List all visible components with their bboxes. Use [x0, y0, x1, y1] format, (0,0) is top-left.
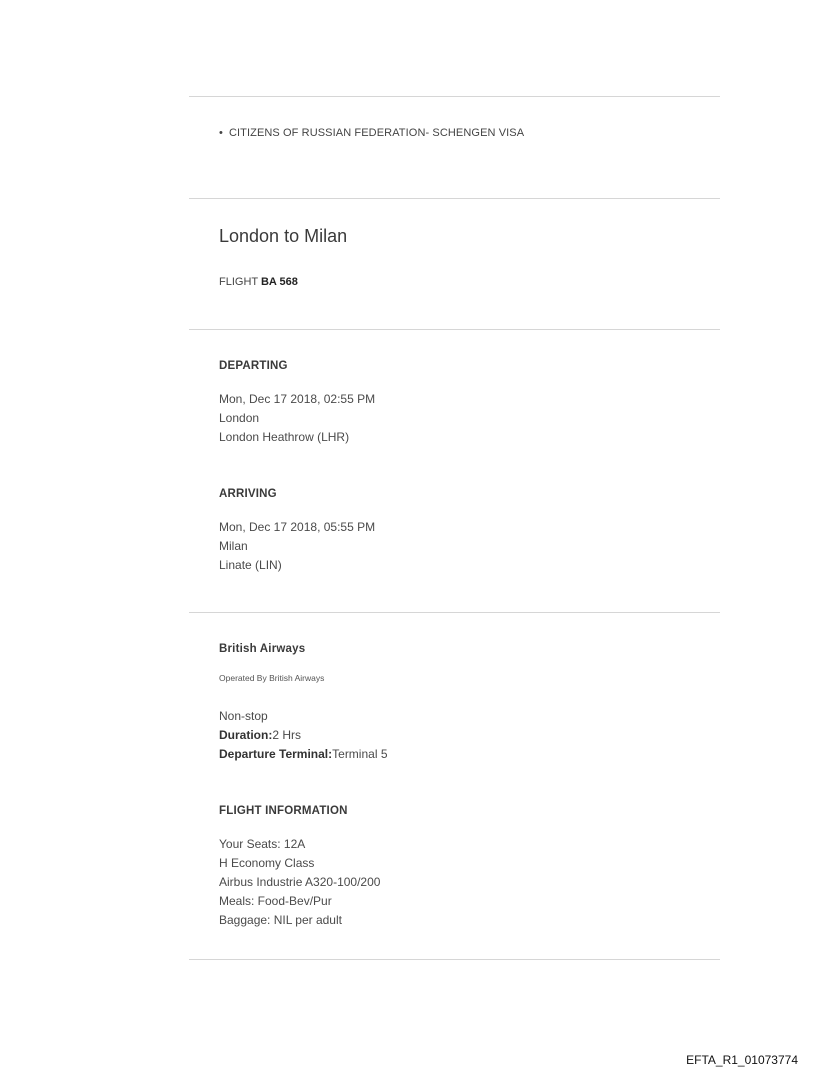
- stops: Non-stop: [219, 709, 268, 723]
- operated-by: Operated By British Airways: [219, 673, 325, 683]
- duration-label: Duration:: [219, 728, 273, 742]
- departing-datetime: Mon, Dec 17 2018, 02:55 PM: [219, 392, 376, 406]
- duration-line: [219, 726, 388, 745]
- flight-info-heading: FLIGHT INFORMATION: [219, 805, 348, 817]
- terminal-line: [219, 745, 388, 764]
- baggage: Baggage: NIL per adult: [219, 913, 342, 927]
- divider-bottom: [189, 959, 720, 960]
- arriving-heading: ARRIVING: [219, 488, 277, 500]
- flight-info-details: [219, 835, 380, 930]
- departing-airport: London Heathrow (LHR): [219, 430, 350, 444]
- arriving-datetime: Mon, Dec 17 2018, 05:55 PM: [219, 520, 376, 534]
- arriving-airport: Linate (LIN): [219, 558, 282, 572]
- carrier-name: British Airways: [219, 643, 306, 655]
- terminal-value: Terminal 5: [332, 747, 388, 761]
- bullet-icon: •: [219, 127, 223, 139]
- document-id: EFTA_R1_01073774: [686, 1053, 798, 1067]
- cabin-class: H Economy Class: [219, 856, 315, 870]
- divider-route: [189, 198, 720, 199]
- visa-note: [219, 127, 524, 139]
- departing-heading: DEPARTING: [219, 360, 288, 372]
- divider-top: [189, 96, 720, 97]
- duration-value: 2 Hrs: [272, 728, 301, 742]
- arriving-details: [219, 518, 375, 575]
- divider-schedule: [189, 329, 720, 330]
- carrier-details: [219, 707, 388, 764]
- visa-note-text: CITIZENS OF RUSSIAN FEDERATION- SCHENGEN VISA: [228, 127, 525, 139]
- seats: Your Seats: 12A: [219, 837, 306, 851]
- departing-details: [219, 390, 375, 447]
- arriving-city: Milan: [219, 539, 248, 553]
- terminal-label: Departure Terminal:: [219, 747, 333, 761]
- flight-prefix: FLIGHT: [219, 276, 258, 288]
- aircraft: Airbus Industrie A320-100/200: [219, 875, 381, 889]
- divider-carrier: [189, 612, 720, 613]
- departing-city: London: [219, 411, 260, 425]
- flight-number: BA 568: [260, 276, 298, 288]
- route-title: London to Milan: [219, 226, 348, 246]
- flight-number-line: [219, 276, 298, 288]
- meals: Meals: Food-Bev/Pur: [219, 894, 332, 908]
